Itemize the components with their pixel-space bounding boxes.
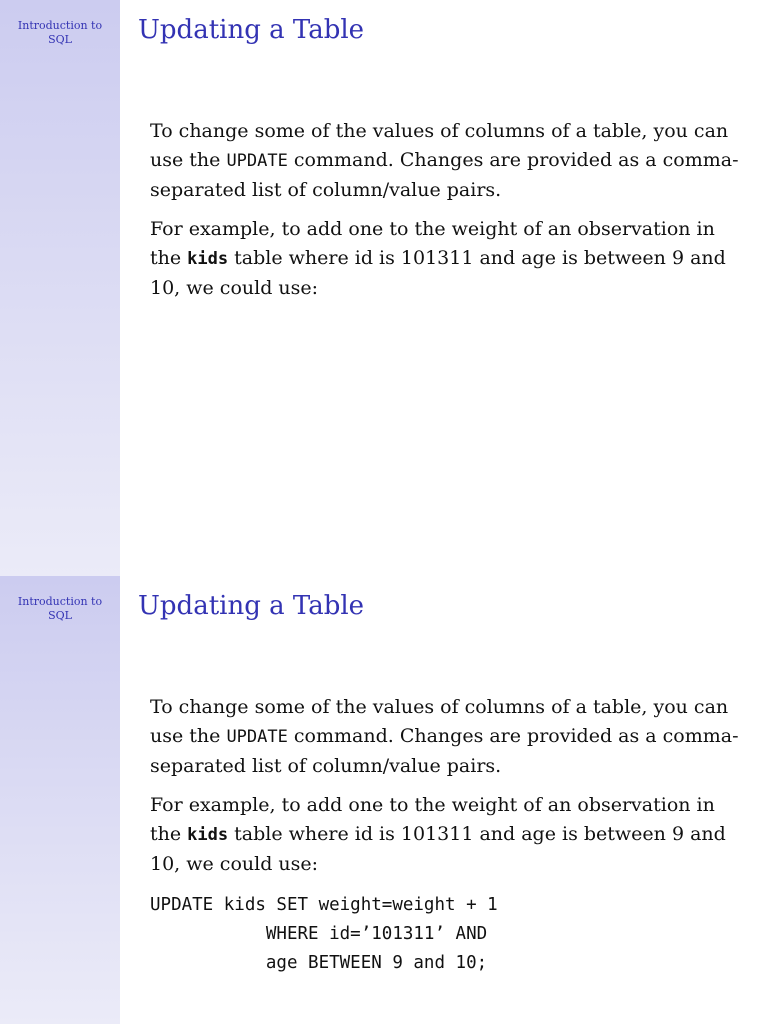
code-line: WHERE id=’101311’ AND [150,924,488,944]
inline-code: UPDATE [226,727,288,747]
text-run: For example, to add one to the weight of an observation in the [150,794,715,845]
text-run: For example, to add one to the weight of an observation in the [150,218,715,269]
code-line: age BETWEEN 9 and 10; [150,953,488,973]
frame-title: Updating a Table [138,591,365,621]
text-run: table where id is 101311 and age is between 9 and 10, we could use: [150,247,726,299]
slide-body [150,693,740,978]
paragraph-example [150,215,740,303]
sidebar [0,0,120,576]
slide-2 [0,576,768,1024]
text-run: To change some of the values of columns of a table, you can use the [150,696,729,747]
inline-code: kids [187,825,229,845]
paragraph-intro [150,117,740,205]
sidebar [0,576,120,1024]
text-run: table where id is 101311 and age is between 9 and 10, we could use: [150,823,726,875]
text-run: command. Changes are provided as a comma-separated list of column/value pairs. [150,149,739,201]
slide-body [150,117,740,313]
paragraph-example [150,791,740,879]
inline-code: kids [187,249,229,269]
sidebar-section-link[interactable]: Introduction to SQL [17,19,103,46]
code-block [150,891,740,978]
code-line: UPDATE kids SET weight=weight + 1 [150,895,498,915]
sidebar-section-link[interactable]: Introduction to SQL [17,595,103,622]
inline-code: UPDATE [226,151,288,171]
frame-title: Updating a Table [138,15,365,45]
text-run: To change some of the values of columns of a table, you can use the [150,120,729,171]
paragraph-intro [150,693,740,781]
text-run: command. Changes are provided as a comma-separated list of column/value pairs. [150,725,739,777]
